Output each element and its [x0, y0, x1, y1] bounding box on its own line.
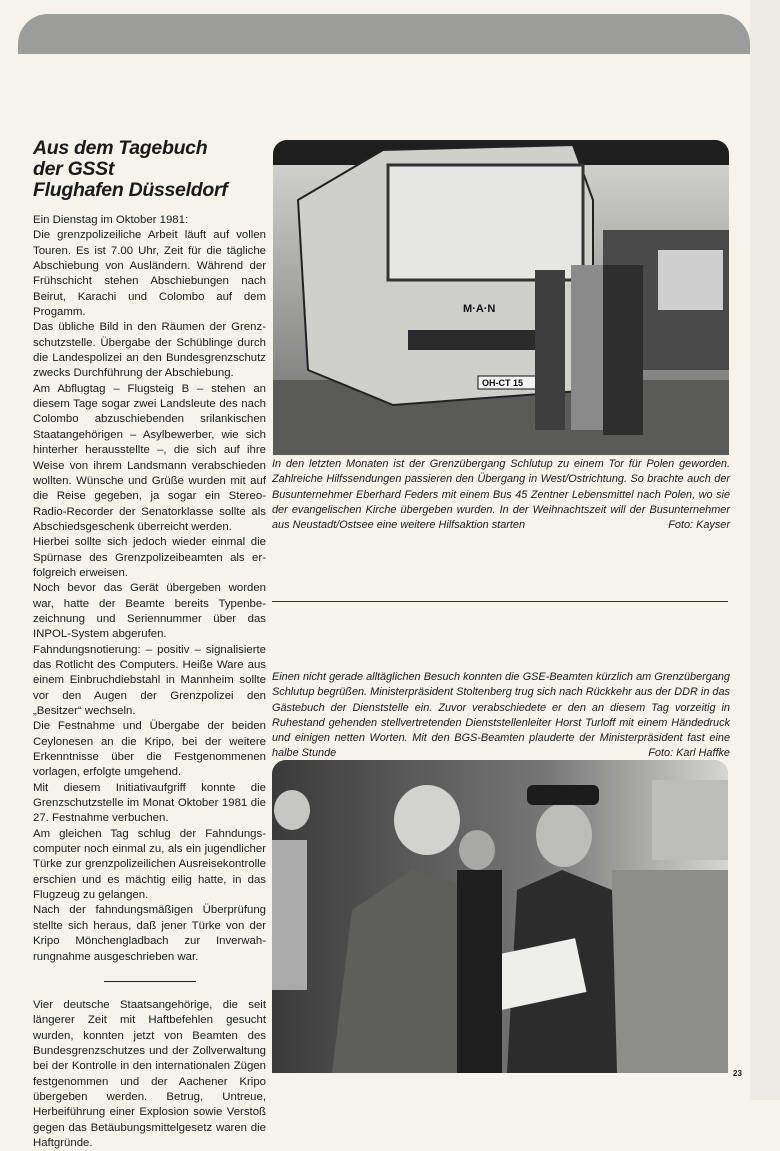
paragraph: Vier deutsche Staatsangehörige, die seit längerer Zeit mit Haftbefehlen gesucht wurden, konnten jetzt von Beamten des Bundesgrenzschutzes und der Zollverwaltung bei der Kontrolle in den internationalen Zügen festgenommen und der Aachener Kripo übergeben werden. Betrug, Untreue, Herbeiführung einer Explosion sowie Verstoß gegen das Betäubungsmittelgesetz waren die Haftgründe.: [33, 998, 266, 1149]
article-column: [33, 138, 266, 1151]
paragraph: Mit diesem Initiativaufgriff konnte die Grenzschutzstelle im Monat Oktober 1981 die 27. Festnahme verbuchen.: [33, 781, 266, 825]
paragraph: Hierbei sollte sich jedoch wieder einmal die Spürnase des Grenzpolizeibeamten als erfolgreich erweisen.: [33, 536, 266, 579]
photo-credit: Foto: Kayser: [668, 519, 730, 532]
paragraph: Das übliche Bild in den Räumen der Grenzschutzstelle. Übergabe der Schüblinge durch die Landespolizei an den Bundesgrenzschutz zwecks Durchführung der Abschiebung.: [33, 321, 266, 380]
title-line: Flughafen Düsseldorf: [33, 179, 228, 201]
page-number: 23: [733, 1069, 742, 1078]
separator: [104, 981, 196, 982]
paragraph: Am gleichen Tag schlug der Fahndungscomputer noch einmal zu, als ein jugendlicher Türke zur grenzpolizeilichen Ausreisekontrolle erschien und es mächtig eilig hatte, in das Flugzeug zu gelangen.: [33, 827, 266, 902]
header-band: [18, 14, 750, 54]
paragraph: Am Abflugtag – Flugsteig B – stehen an diesem Tage sogar zwei Landsleute des nach Colombo abzuschiebenden srilankischen Staatangehörigen – Asylbewerber, wie sich hinterher herausstellte –, die sich auf ihre Weise von ihrem Landsmann verabschieden wollten. Wünsche und Grüße wurden mit auf die Reise gegeben, ja sogar ein Stereo-Radio-Recorder der Senatorklasse sollte als Abschiedsgeschenk überreicht werden.: [33, 382, 266, 533]
caption-text: In den letzten Monaten ist der Grenzübergang Schlutup zu einem Tor für Polen geworden. Zahlreiche Hilfssendungen passieren den Übergang in West/Ostrichtung. So brachte auch der Busunternehmer Eberhard Feders mit einem Bus 45 Zentner Lebensmittel nach Polen, wo sie der evangelischen Kirche übergeben wurden. In der Weihnachtszeit will der Busunternehmer aus Neustadt/Ostsee eine weitere Hilfsaktion starten: [272, 458, 730, 532]
caption-text: Einen nicht gerade alltäglichen Besuch konnten die GSE-Beamten kürzlich am Grenzübergang Schlutup begrüßen. Ministerpräsident Stoltenberg trug sich nach Rückkehr aus der DDR in das Gästebuch der Dienststelle ein. Zuvor verabschiedete er den an diesem Tag vorzeitig in Ruhestand gehenden stellvertretenden Dienststellenleiter Horst Turloff mit einem Händedruck und einigen netten Worten. Mit den BGS-Beamten plauderte der Ministerpräsident fast eine halbe Stunde: [272, 671, 730, 760]
license-plate: OH-CT 15: [482, 378, 524, 388]
paragraph: Nach der fahndungsmäßigen Überprüfung stellte sich heraus, daß jener Türke von der Kripo Mönchengladbach zur Inverwahrungnahme ausgeschrieben war.: [33, 904, 266, 963]
paragraph: Die grenzpolizeiliche Arbeit läuft auf vollen Touren. Es ist 7.00 Uhr, Zeit für die tägliche Abschiebung von Ausländern. Während der Frühschicht stehen Abschiebungen nach Beirut, Karachi und Colombo auf dem Progamm.: [33, 229, 266, 319]
visit-photo-caption: [272, 670, 730, 762]
bus-brand: M·A·N: [463, 303, 496, 315]
title-line: Aus dem Tagebuch: [33, 137, 208, 159]
bus-photo-caption: [272, 457, 730, 533]
paragraph: Noch bevor das Gerät übergeben worden war, hatte der Beamte bereits Typenbezeichnung und Seriennummer über das INPOL-System abgerufen.: [33, 582, 266, 641]
page-edge: [750, 0, 780, 1100]
section-rule: [272, 601, 728, 602]
visit-photo: [272, 760, 728, 1073]
article-body: [33, 213, 266, 1151]
article-title: [33, 138, 266, 201]
bus-photo: [273, 140, 729, 455]
paragraph: Fahndungsnotierung: – positiv – signalisierte das Rotlicht des Computers. Heiße Ware aus einem Einbruchdiebstahl in Mannheim sollte vor den Augen der Grenzpolizei den „Besitzer“ wechseln.: [33, 643, 266, 717]
paragraph: Die Festnahme und Übergabe der beiden Ceylonesen an die Kripo, bei der weitere Erkenntnisse über die Festgenommenen vorlagen, erfolgte umgehend.: [33, 720, 266, 779]
paragraph: Ein Dienstag im Oktober 1981:: [33, 214, 189, 226]
photo-credit: Foto: Karl Haffke: [648, 747, 730, 760]
title-line: der GSSt: [33, 158, 115, 180]
